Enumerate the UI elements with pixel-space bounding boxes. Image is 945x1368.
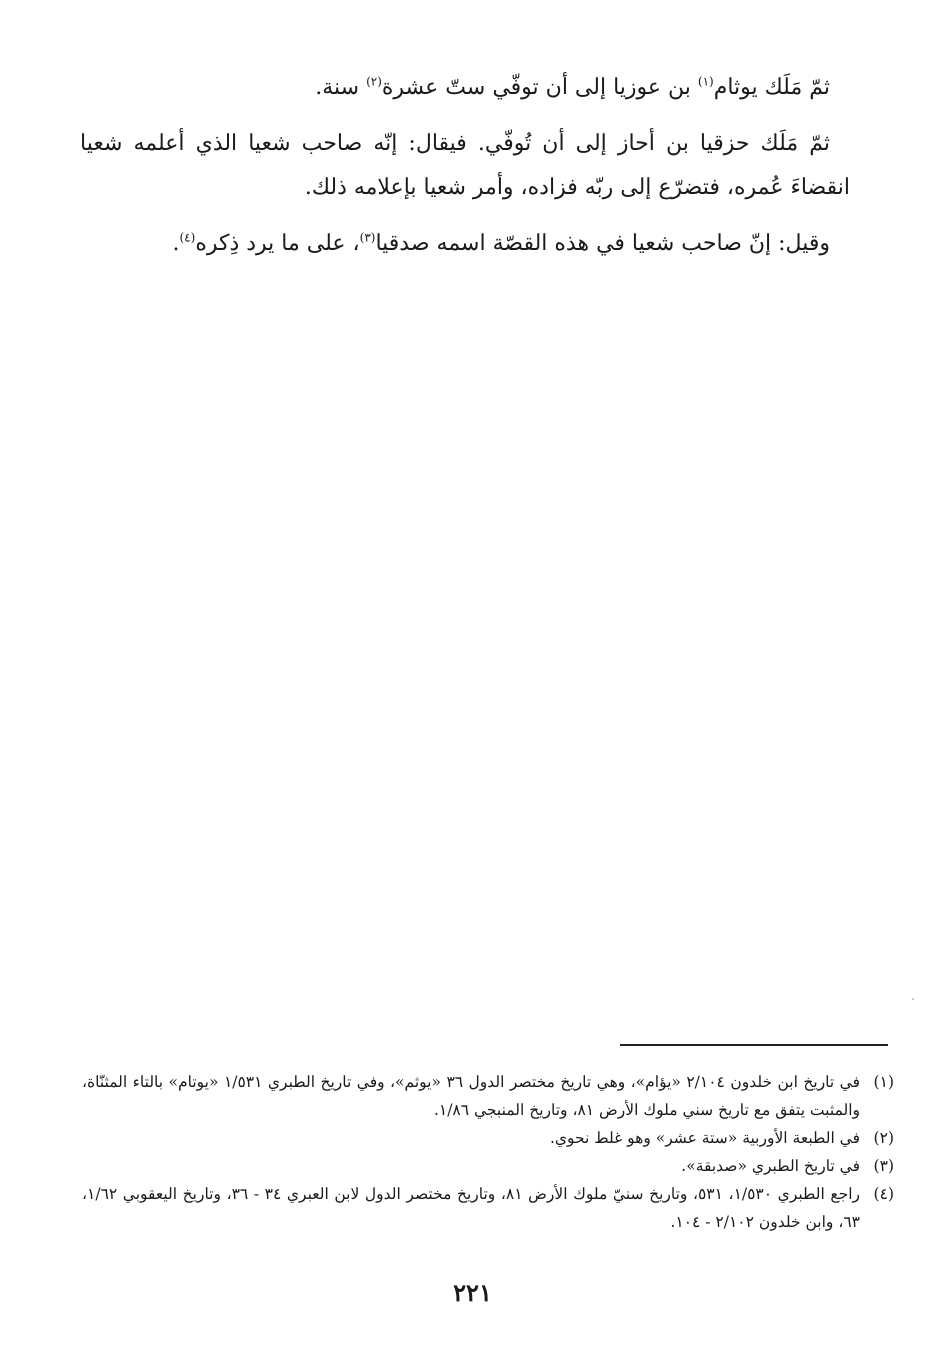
footnote-number: (١) bbox=[873, 1073, 894, 1091]
paragraph-3 bbox=[80, 222, 850, 266]
paragraph-1-text-c: سنة. bbox=[315, 75, 367, 100]
footnote-marker-1[interactable]: (١) bbox=[697, 74, 714, 89]
page-number: ٢٢١ bbox=[453, 1278, 492, 1307]
footnote-text: راجع الطبري ١/٥٣٠، ٥٣١، وتاريخ سنيّ ملوك الأرض ٨١، وتاريخ مختصر الدول لابن العبري ٣٤ - ٣٦، وتاريخ اليعقوبي ١/٦٢، ٦٣، وابن خلدون ٢/١٠٢ - ١٠٤. bbox=[82, 1185, 860, 1231]
footnote-4 bbox=[82, 1180, 894, 1236]
paragraph-1 bbox=[80, 66, 850, 110]
footnote-separator bbox=[620, 1044, 888, 1046]
footnote-text: في تاريخ الطبري «صدبقة». bbox=[681, 1157, 860, 1175]
footnote-text: في الطبعة الأوربية «ستة عشر» وهو غلط نحوي. bbox=[549, 1129, 860, 1147]
paragraph-3-text-a: وقيل: إنّ صاحب شعيا في هذه القصّة اسمه صدقيا bbox=[375, 231, 830, 256]
footnotes bbox=[82, 1068, 894, 1236]
scan-speck bbox=[912, 998, 914, 1000]
paragraph-1-text-a: ثمّ مَلَك يوثام bbox=[713, 75, 830, 100]
footnote-3 bbox=[82, 1152, 894, 1180]
main-text bbox=[80, 66, 850, 266]
footnote-2 bbox=[82, 1124, 894, 1152]
footnote-text: في تاريخ ابن خلدون ٢/١٠٤ «يؤام»، وهي تاريخ مختصر الدول ٣٦ «يوثم»، وفي تاريخ الطبري ١/٥٣١ «يوتام» بالتاء المثنّاة، والمثبت يتفق مع تاريخ سني ملوك الأرض ٨١، وتاريخ المنبجي ١/٨٦. bbox=[82, 1073, 861, 1119]
footnote-number: (٢) bbox=[873, 1129, 894, 1147]
footnote-number: (٣) bbox=[873, 1157, 894, 1175]
footnote-number: (٤) bbox=[873, 1185, 894, 1203]
paragraph-1-text-b: بن عوزيا إلى أن توفّي ستّ عشرة bbox=[381, 75, 698, 100]
footnote-marker-4[interactable]: (٤) bbox=[179, 230, 196, 245]
footnote-marker-2[interactable]: (٢) bbox=[366, 74, 382, 89]
footnote-marker-3[interactable]: (٣) bbox=[359, 230, 376, 245]
paragraph-3-text-c: . bbox=[172, 231, 180, 256]
paragraph-2: ثمّ مَلَك حزقيا بن أحاز إلى أن تُوفّي. فيقال: إنّه صاحب شعيا الذي أعلمه شعيا انقضاءَ عُمره، فتضرّع إلى ربّه فزاده، وأمر شعيا بإعلامه ذلك. bbox=[80, 131, 850, 200]
footnote-1 bbox=[82, 1068, 894, 1124]
paragraph-3-text-b: ، على ما يرد ذِكره bbox=[195, 231, 360, 256]
